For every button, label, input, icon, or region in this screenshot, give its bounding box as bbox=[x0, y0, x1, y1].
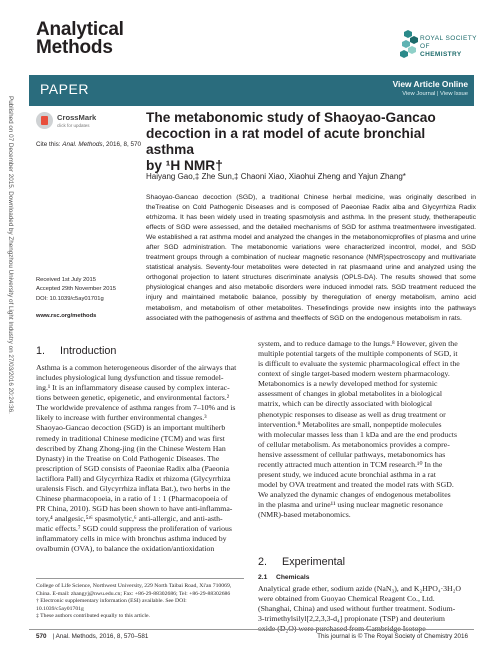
section-title: Experimental bbox=[282, 556, 346, 568]
text-line: (Shanghai, China) and used without further treatment. Sodium- bbox=[258, 604, 456, 614]
text-line: ovalbumin (OVA), to balance the oxidation/antioxidation bbox=[36, 544, 215, 554]
article-title-line2: decoction in a rat model of acute bronchial asthma bbox=[146, 126, 426, 157]
crossmark-subtitle: click for updates bbox=[57, 123, 90, 128]
text-line: phenotypic responses to disease as well as drug treatment or bbox=[258, 409, 446, 419]
journal-website-link[interactable]: www.rsc.org/methods bbox=[36, 313, 97, 319]
text-line: regulation of energy metabolism, amino acid metabolism, and metabolism of other metabolites. These bbox=[146, 294, 476, 312]
footer-separator: | bbox=[52, 633, 56, 640]
view-article-online-link[interactable]: View Article Online bbox=[392, 79, 468, 89]
footer-copyright: This journal is © The Royal Society of Chemistry 2016 bbox=[317, 633, 468, 640]
text-line: effects of SGD on the endogenous metabolism in rats. bbox=[300, 314, 462, 322]
rsc-logo-line1: ROYAL SOCIETY bbox=[420, 35, 477, 42]
page-number: 570 bbox=[36, 633, 47, 640]
text-line: Metabonomics is a newly developed method for systemic bbox=[258, 379, 438, 389]
footer-journal: Anal. Methods, 2016, 8, 570–581 bbox=[55, 633, 149, 640]
abstract bbox=[146, 193, 476, 324]
text-line: in the plasma and urine¹¹ using nuclear magnetic resonance bbox=[258, 500, 443, 510]
section-title: Introduction bbox=[60, 345, 117, 357]
crossmark-title: CrossMark bbox=[57, 113, 97, 122]
text-line: therapeutic effects of SGD were assessed, and the detailed mechanisms of SGD for asthma treatment bbox=[146, 214, 476, 232]
author-list: Haiyang Gao,‡ Zhe Sun,‡ Chaoni Xiao, Xiaohui Zheng and Yajun Zhang* bbox=[146, 172, 406, 181]
text-line: is difficult to evaluate the systemic pharmacological effect in the bbox=[258, 359, 460, 369]
text-line: rhizoma. It has been widely used in treating spasmolysis and asthma. In the present study, the bbox=[151, 214, 443, 222]
text-line: tory,⁴ analgesic,⁵ʴ⁶ spasmolytic,⁶ anti-allergic, and anti-asth- bbox=[36, 514, 223, 524]
text-line: system, and to reduce damage to the lungs.⁸ However, given the bbox=[258, 339, 458, 348]
text-line: matic effects.⁷ SGD could suppress the proliferation of various bbox=[36, 524, 232, 534]
text-line: present study, we induced acute bronchial asthma in a rat bbox=[258, 470, 436, 480]
introduction-text-left bbox=[36, 363, 244, 554]
article-dates bbox=[36, 276, 116, 294]
text-line: profiles of plasma and urine after SGD administration. The metabonomic variations were characterized in bbox=[146, 234, 476, 252]
text-line: Dynasty) in the Treatise on Cold Pathogenic Diseases. The bbox=[36, 453, 220, 463]
text-line: hensive assessment of cellular pathways, metabonomics has bbox=[258, 449, 446, 459]
text-line: remedy in traditional Chinese medicine (TCM) and was first bbox=[36, 433, 225, 443]
text-line: with molecular masses less than 1 kDa and are the end products bbox=[258, 429, 457, 439]
text-line: findings provide new insights into the pathways associated with the pathogenesis of asthma and the bbox=[146, 304, 476, 322]
chemicals-text bbox=[258, 584, 466, 634]
article-title-line1: The metabonomic study of Shaoyao-Gancao bbox=[146, 110, 436, 125]
text-line: likely to increase with further environmental changes.³ bbox=[36, 413, 207, 423]
text-line: of cellular metabolism. As metabonomics provides a compre- bbox=[258, 439, 450, 449]
rsc-logo-text bbox=[420, 35, 477, 59]
text-line: and urine and analyzed using the orthogonal projection to latent structures discriminate analysis (OPLS- bbox=[146, 264, 476, 282]
footnotes bbox=[36, 583, 244, 621]
article-type-label: PAPER bbox=[40, 81, 89, 97]
subsection-number: 2.1 bbox=[258, 574, 268, 581]
text-line: PR China, 2010). SGD has been shown to have anti-inflamma- bbox=[36, 504, 233, 514]
text-line: control, model, and SGD treatment groups through a combination of nuclear magnetic resonance (NMR) bbox=[146, 244, 476, 262]
text-line: We analyzed the dynamic changes of endogenous metabolites bbox=[258, 490, 451, 500]
footnote-divider bbox=[36, 578, 244, 579]
text-line: 10.1039/c5ay01701g bbox=[36, 605, 84, 612]
text-line: multiple potential targets of the multiple components of SGD, it bbox=[258, 349, 458, 359]
text-line: † Electronic supplementary information (ESI) available. See DOI: bbox=[36, 598, 187, 605]
text-line: The worldwide prevalence of asthma ranges from 7–10% and is bbox=[36, 403, 236, 413]
view-journal-issue-link[interactable]: View Journal | View Issue bbox=[402, 91, 468, 97]
text-line: ing.¹ It is an inflammatory disease caused by complex interac- bbox=[36, 383, 230, 393]
text-line: were obtained from Guoyao Chemical Reagent Co., Ltd. bbox=[258, 594, 435, 604]
text-line: China. E-mail: zhangyj@nwu.edu.cn; Fax: +86-29-88302686; Tel: +86-29-88302686 bbox=[36, 590, 231, 597]
text-line: assessment of changes in global metabolites in a biological bbox=[258, 389, 443, 399]
text-line: lactiflora Pall) and Glycyrrhiza Radix et rhizoma (Glycyrrhiza bbox=[36, 473, 231, 483]
text-line: Chinese pharmacopoeia, in a ratio of 1 : 1 (Pharmacopoeia of bbox=[36, 494, 228, 504]
section-number: 2. bbox=[258, 556, 268, 568]
text-line: Shaoyao-Gancao decoction (SGD), a traditional Chinese herbal medicine, was originally described in the bbox=[146, 194, 476, 212]
received-date: Received 1st July 2015 bbox=[36, 277, 96, 283]
text-line: (NMR)-based metabonomics. bbox=[258, 510, 351, 520]
text-line: inflammatory cells in mice with bronchus asthma induced by bbox=[36, 534, 227, 544]
article-title bbox=[146, 110, 476, 174]
text-line: 3-trimethylsilyl[2,2,3,3-d₄] propionate (TSP) and deuterium bbox=[258, 614, 445, 624]
text-line: DA). The results showed that some physiological changes and also metabolic disorders were induced in bbox=[146, 274, 476, 292]
text-line: Analytical grade ether, sodium azide (NaN₃), and K₂HPO₄·3H₂O bbox=[258, 584, 462, 593]
text-line: model rats. SGD treatment reduced the injury and maintained metabolic balance, possibly by the bbox=[146, 284, 476, 302]
text-line: prescription of SGD consists of Paeoniae Radix alba (Paeonia bbox=[36, 463, 230, 473]
text-line: intervention.⁹ Metabolites are small, nonpeptide molecules bbox=[258, 419, 442, 429]
subsection-title: Chemicals bbox=[276, 574, 310, 581]
section-number: 1. bbox=[36, 345, 46, 357]
footer-divider bbox=[29, 629, 474, 630]
introduction-text-right bbox=[258, 339, 466, 520]
subsection-heading-chemicals bbox=[258, 574, 309, 581]
footer-page-info bbox=[36, 633, 148, 640]
citation-journal: Anal. Methods bbox=[62, 141, 103, 148]
text-line: spectroscopy and multivariate statistical analysis. Seventy-four metabolites were detected in rat plasma bbox=[146, 254, 476, 272]
text-line: uralensis Fisch. and Glycyrrhiza inflata Bat.), two herbs in the bbox=[36, 483, 231, 493]
text-line: Asthma is a common heterogeneous disorder of the airways that bbox=[36, 363, 237, 372]
text-line: includes physiological lung dysfunction and tissue remodel- bbox=[36, 373, 224, 383]
text-line: context of single target-based modern western pharmacology. bbox=[258, 369, 450, 379]
crossmark-icon bbox=[36, 112, 53, 129]
text-line: described by Zhang Zhong-jing (in the Chinese Western Han bbox=[36, 443, 226, 453]
publication-side-note bbox=[1, 96, 15, 476]
text-line: Shaoyao-Gancao decoction (SGD) is an important multiherb bbox=[36, 423, 226, 433]
journal-title-line2: Methods bbox=[36, 37, 113, 58]
text-line: matrix, which can be directly associated with biological bbox=[258, 399, 433, 409]
text-line: ‡ These authors contributed equally to this article. bbox=[36, 613, 150, 620]
journal-title bbox=[36, 21, 124, 57]
rsc-logo-line2: OF bbox=[420, 43, 430, 50]
side-note-text: Published on 07 December 2015. Downloaded by Zhengzhou University of Light Industry on 27/03/2016 20:24:36. bbox=[7, 96, 14, 414]
accepted-date: Accepted 29th November 2015 bbox=[36, 286, 116, 292]
section-heading-experimental bbox=[258, 556, 345, 568]
citation-prefix: Cite this: bbox=[36, 141, 61, 148]
journal-title-line1: Analytical bbox=[36, 19, 124, 40]
text-line: recently attracted much attention in TCM research.¹⁰ In the bbox=[258, 459, 443, 469]
text-line: College of Life Science, Northwest University, 229 North Taibai Road, Xi'an 710069, bbox=[36, 583, 232, 589]
text-line: tions between genetic, epigenetic, and environmental factors.² bbox=[36, 393, 230, 403]
text-line: oxide (D₂O) were purchased from Cambridge Isotope bbox=[258, 624, 426, 634]
doi[interactable]: DOI: 10.1039/c5ay01701g bbox=[36, 296, 104, 302]
section-heading-introduction bbox=[36, 345, 116, 357]
crossmark-button[interactable] bbox=[36, 111, 106, 131]
view-links bbox=[393, 79, 468, 97]
citation-rest: , 2016, 8, 570 bbox=[102, 141, 142, 148]
article-title-line3: by ¹H NMR† bbox=[146, 158, 223, 173]
rsc-logo-line3: CHEMISTRY bbox=[420, 51, 462, 58]
text-line: Treatise on Cold Pathogenic Diseases and is composed of Paeoniae Radix alba and Glycyrrhiza Radix et bbox=[146, 204, 476, 222]
text-line: model by OVA treatment and treated the model rats with SGD. bbox=[258, 480, 454, 490]
text-line: were investigated. We established a rat asthma model and analyzed the changes in the metabonomic bbox=[146, 224, 476, 242]
citation bbox=[36, 141, 141, 148]
